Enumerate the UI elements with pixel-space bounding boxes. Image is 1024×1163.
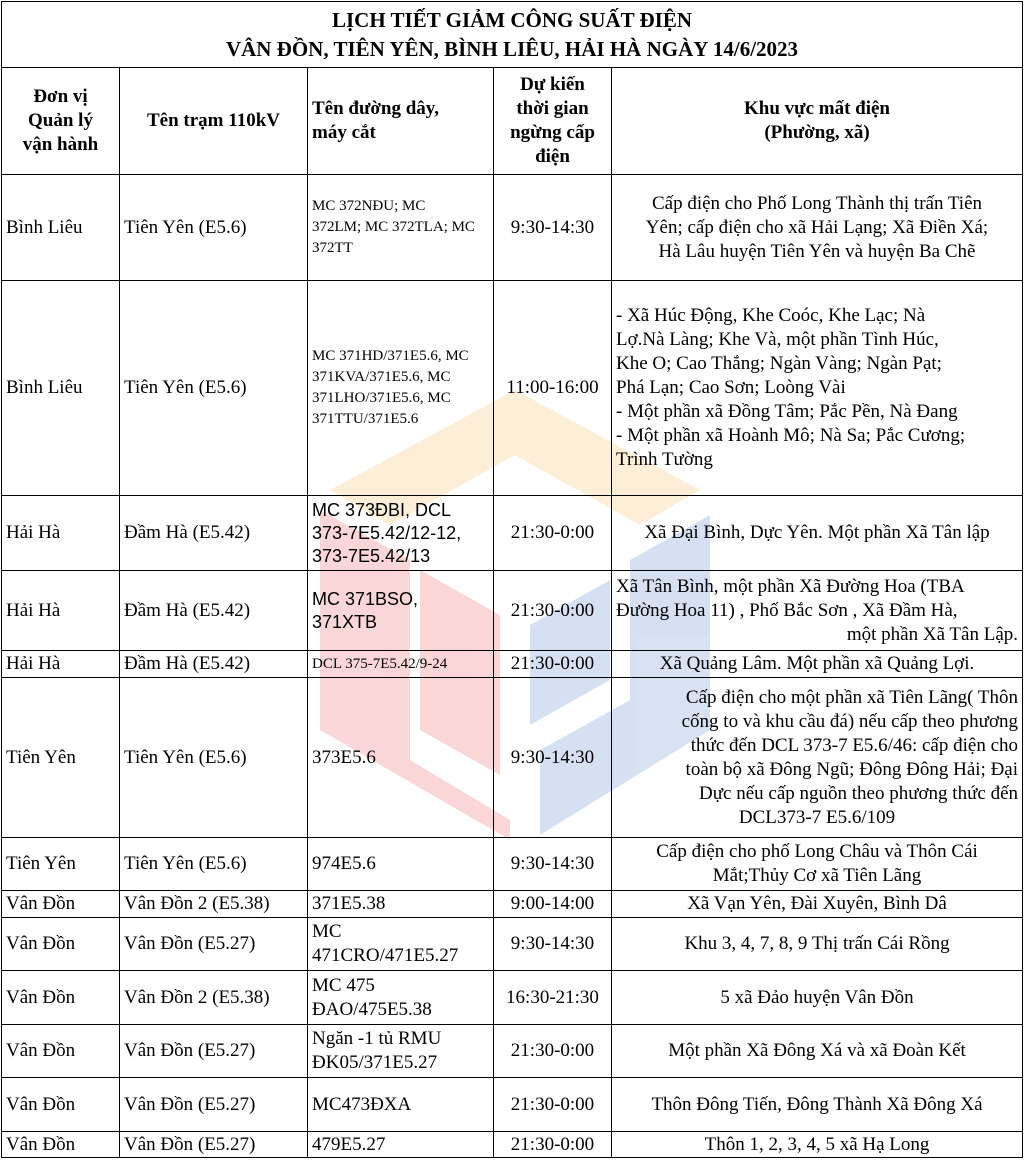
cell-area [612, 678, 1023, 838]
cell-line-text: MC 475 [312, 974, 375, 996]
cell-unit: Hải Hà [2, 496, 120, 571]
cell-area-line: Một phần Xã Đông Xá và xã Đoàn Kết [668, 1040, 966, 1061]
cell-area-line: Lợ.Nà Làng; Khe Và, một phần Tình Húc, [616, 329, 939, 350]
header-time-line: Dự kiến [520, 74, 585, 95]
cell-area [612, 281, 1023, 496]
cell-area [612, 1132, 1023, 1158]
cell-unit: Bình Liêu [2, 175, 120, 281]
header-unit-line: Đơn vị [33, 86, 88, 107]
table-row [2, 1078, 1023, 1132]
cell-area-line: - Một phần xã Hoành Mô; Nà Sa; Pắc Cương; [616, 425, 966, 446]
cell-area [612, 651, 1023, 678]
table-row [2, 678, 1023, 838]
cell-unit: Tiên Yên [2, 838, 120, 891]
cell-line-text: MC 371HD/371E5.6, MC [312, 348, 469, 364]
table-row [2, 1025, 1023, 1078]
cell-time: 9:30-14:30 [494, 175, 612, 281]
cell-area-line: Thôn Đông Tiến, Đông Thành Xã Đông Xá [651, 1093, 983, 1115]
cell-unit: Vân Đồn [2, 1132, 120, 1158]
cell-line-text: 974E5.6 [312, 853, 376, 874]
cell-station: Vân Đồn (E5.27) [120, 1132, 308, 1158]
cell-unit: Vân Đồn [2, 918, 120, 971]
cell-line [308, 175, 494, 281]
cell-area [612, 175, 1023, 281]
cell-station: Vân Đồn 2 (E5.38) [120, 891, 308, 918]
cell-line-text: MC 372NĐU; MC [312, 198, 426, 214]
header-station: Tên trạm 110kV [120, 68, 308, 175]
cell-area [612, 838, 1023, 891]
cell-line-text: 371LHO/371E5.6, MC [312, 390, 451, 406]
cell-time: 9:00-14:00 [494, 891, 612, 918]
cell-line [308, 281, 494, 496]
cell-line [308, 1132, 494, 1158]
cell-station: Vân Đồn 2 (E5.38) [120, 971, 308, 1025]
cell-line [308, 496, 494, 571]
cell-line-text: 373E5.6 [312, 746, 376, 768]
cell-time: 21:30-0:00 [494, 1078, 612, 1132]
cell-area-line: - Xã Húc Động, Khe Coóc, Khe Lạc; Nà [616, 305, 926, 326]
cell-line-text: 371KVA/371E5.6, MC [312, 369, 451, 385]
cell-line-text: ĐK05/371E5.27 [312, 1052, 438, 1073]
table-row [2, 891, 1023, 918]
table-row [2, 971, 1023, 1025]
table-row [2, 281, 1023, 496]
cell-area-line: Khe O; Cao Thắng; Ngàn Vàng; Ngàn Pạt; [616, 353, 942, 374]
cell-area-line: DCL373-7 E5.6/109 [738, 806, 896, 828]
cell-area [612, 891, 1023, 918]
header-unit-line: vận hành [22, 134, 99, 155]
cell-time: 21:30-0:00 [494, 571, 612, 651]
cell-line-text: 371E5.38 [312, 893, 386, 914]
outage-schedule-table [1, 1, 1023, 1158]
cell-line [308, 1078, 494, 1132]
cell-unit: Tiên Yên [2, 678, 120, 838]
cell-line-text: 371XTB [312, 611, 378, 632]
cell-line-text: 479E5.27 [312, 1133, 386, 1155]
cell-line-text: MC473ĐXA [312, 1093, 412, 1115]
cell-area-line: Khu 3, 4, 7, 8, 9 Thị trấn Cái Rồng [684, 933, 950, 954]
cell-station: Đầm Hà (E5.42) [120, 496, 308, 571]
cell-unit: Vân Đồn [2, 1025, 120, 1078]
cell-line [308, 651, 494, 678]
cell-station: Vân Đồn (E5.27) [120, 1025, 308, 1078]
cell-area [612, 1078, 1023, 1132]
cell-area [612, 571, 1023, 651]
cell-area-line: Xã Đại Bình, Dực Yên. Một phần Xã Tân lập [644, 522, 990, 543]
header-time-line: điện [535, 146, 570, 167]
table-row [2, 838, 1023, 891]
cell-area-line: Thôn 1, 2, 3, 4, 5 xã Hạ Long [704, 1133, 930, 1155]
cell-time: 21:30-0:00 [494, 1025, 612, 1078]
cell-line-text: 373-7E5.42/13 [312, 545, 431, 566]
cell-line [308, 1025, 494, 1078]
title-line-1: LỊCH TIẾT GIẢM CÔNG SUẤT ĐIỆN [332, 8, 693, 32]
header-time-line: ngừng cấp [510, 122, 595, 143]
cell-area-line: Dực nếu cấp nguồn theo phương thức đến [699, 782, 1019, 804]
cell-unit: Vân Đồn [2, 1078, 120, 1132]
cell-line [308, 838, 494, 891]
table-row [2, 496, 1023, 571]
cell-area [612, 971, 1023, 1025]
table-row [2, 651, 1023, 678]
cell-line-text: MC [312, 921, 342, 942]
header-unit-line: Quản lý [28, 110, 93, 131]
cell-area-line: thức đến DCL 373-7 E5.6/46: cấp điện cho [690, 734, 1019, 756]
cell-line-text: Ngăn -1 tủ RMU [312, 1028, 442, 1049]
cell-area [612, 918, 1023, 971]
document-title [2, 2, 1023, 68]
cell-area-line: Xã Vạn Yên, Đài Xuyên, Bình Dâ [687, 893, 947, 914]
table-row [2, 571, 1023, 651]
header-line-text: Tên đường dây, [312, 98, 439, 119]
cell-line [308, 678, 494, 838]
cell-unit: Vân Đồn [2, 971, 120, 1025]
cell-line-text: MC 373ĐBI, DCL [312, 499, 452, 520]
header-area-line: Khu vực mất điện [744, 98, 890, 119]
cell-area-line: Xã Tân Bình, một phần Xã Đường Hoa (TBA [616, 575, 965, 597]
header-area [612, 68, 1023, 175]
table-row [2, 1132, 1023, 1158]
cell-station: Tiên Yên (E5.6) [120, 678, 308, 838]
cell-area-line: 5 xã Đảo huyện Vân Đồn [720, 986, 914, 1008]
cell-time: 21:30-0:00 [494, 1132, 612, 1158]
cell-station: Tiên Yên (E5.6) [120, 175, 308, 281]
cell-line [308, 918, 494, 971]
cell-area-line: Yên; cấp điện cho xã Hải Lạng; Xã Điền Xá; [645, 216, 989, 238]
cell-line [308, 971, 494, 1025]
cell-area-line: Cấp điện cho Phố Long Thành thị trấn Tiên [651, 192, 983, 214]
cell-station: Vân Đồn (E5.27) [120, 1078, 308, 1132]
cell-area-line: - Một phần xã Đồng Tâm; Pắc Pền, Nà Đang [616, 401, 958, 422]
header-line [308, 68, 494, 175]
cell-time: 16:30-21:30 [494, 971, 612, 1025]
cell-unit: Vân Đồn [2, 891, 120, 918]
cell-line-text: 373-7E5.42/12-12, [312, 522, 462, 543]
cell-line-text: ĐAO/475E5.38 [312, 998, 432, 1020]
cell-line [308, 571, 494, 651]
header-time-line: thời gian [516, 98, 589, 119]
cell-line-text: DCL 375-7E5.42/9-24 [312, 655, 448, 672]
cell-unit: Hải Hà [2, 571, 120, 651]
cell-area [612, 1025, 1023, 1078]
header-unit [2, 68, 120, 175]
cell-area-line: Cấp điện cho phố Long Châu và Thôn Cái [656, 841, 978, 862]
cell-time: 9:30-14:30 [494, 918, 612, 971]
table-row [2, 175, 1023, 281]
cell-time: 21:30-0:00 [494, 651, 612, 678]
cell-line [308, 891, 494, 918]
cell-area-line: Trình Tường [616, 449, 713, 470]
cell-area-line: Đường Hoa 11) , Phố Bắc Sơn , Xã Đầm Hà, [616, 599, 958, 621]
cell-unit: Bình Liêu [2, 281, 120, 496]
cell-station: Đầm Hà (E5.42) [120, 651, 308, 678]
cell-line-text: MC 371BSO, [312, 588, 419, 609]
cell-area-line: Cấp điện cho một phần xã Tiên Lãng( Thôn [685, 686, 1019, 708]
cell-unit: Hải Hà [2, 651, 120, 678]
header-time [494, 68, 612, 175]
cell-line-text: 372LM; MC 372TLA; MC [312, 219, 475, 235]
cell-station: Vân Đồn (E5.27) [120, 918, 308, 971]
cell-area-line: một phần Xã Tân Lập. [846, 623, 1019, 645]
cell-area-line: cống to và khu cầu đá) nếu cấp theo phương [681, 710, 1019, 732]
cell-area [612, 496, 1023, 571]
cell-station: Đầm Hà (E5.42) [120, 571, 308, 651]
cell-time: 9:30-14:30 [494, 678, 612, 838]
header-area-line: (Phường, xã) [764, 122, 870, 143]
cell-line-text: 372TT [312, 240, 353, 256]
cell-time: 9:30-14:30 [494, 838, 612, 891]
cell-time: 11:00-16:00 [494, 281, 612, 496]
cell-time: 21:30-0:00 [494, 496, 612, 571]
cell-station: Tiên Yên (E5.6) [120, 838, 308, 891]
cell-line-text: 371TTU/371E5.6 [312, 411, 419, 427]
cell-area-line: Mắt;Thủy Cơ xã Tiên Lãng [712, 865, 922, 886]
cell-station: Tiên Yên (E5.6) [120, 281, 308, 496]
cell-area-line: toàn bộ xã Đông Ngũ; Đông Đông Hải; Đại [685, 758, 1019, 780]
header-line-text: máy cắt [312, 122, 376, 143]
cell-area-line: Xã Quảng Lâm. Một phần xã Quảng Lợi. [659, 653, 975, 674]
cell-area-line: Hà Lâu huyện Tiên Yên và huyện Ba Chẽ [658, 240, 976, 262]
table-row [2, 918, 1023, 971]
cell-line-text: 471CRO/471E5.27 [312, 945, 459, 966]
title-line-2: VÂN ĐỒN, TIÊN YÊN, BÌNH LIÊU, HẢI HÀ NGÀY 14/6/2023 [225, 37, 799, 61]
cell-area-line: Phá Lạn; Cao Sơn; Loòng Vài [616, 377, 846, 398]
